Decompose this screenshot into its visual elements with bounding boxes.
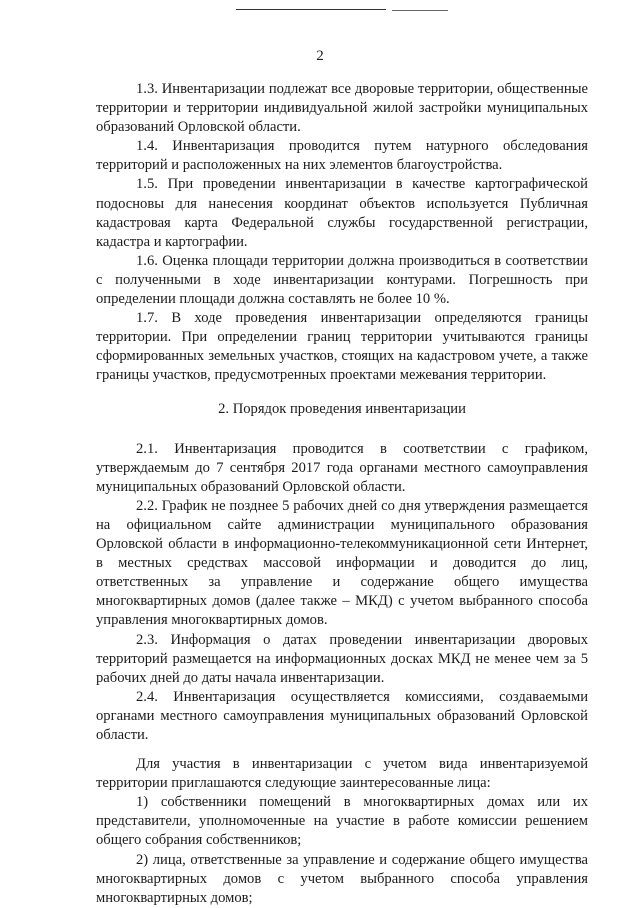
- paragraph-2-3: 2.3. Информация о датах проведении инвентаризации дворовых территорий размещается на информационных досках МКД не менее чем за 5 рабочих дней до даты начала инвентаризации.: [96, 631, 588, 686]
- list-item-2: 2) лица, ответственные за управление и содержание общего имущества многоквартирных домов с учетом выбранного способа управления многоквартирных домов;: [96, 851, 588, 906]
- paragraph-2-2: 2.2. График не позднее 5 рабочих дней со дня утверждения размещается на официальном сайте администрации муниципального образования Орловской области в информационно-телекоммуникационной сети Интернет, в местных средствах массовой информации и доводится до лиц, ответственных за управление и содержание общего имущества многоквартирных домов (далее также – МКД) с учетом выбранного способа управления многоквартирных домов.: [96, 497, 588, 629]
- document-body: [96, 80, 588, 908]
- paragraph-1-4: 1.4. Инвентаризация проводится путем натурного обследования территорий и расположенных на них элементов благоустройства.: [96, 138, 588, 174]
- section-heading: 2. Порядок проведения инвентаризации: [218, 400, 466, 417]
- list-item-1: 1) собственники помещений в многоквартирных домах или их представители, уполномоченные на участие в работе комиссии решением общего собрания собственников;: [96, 794, 588, 849]
- page-number: 2: [316, 48, 324, 64]
- paragraph-participants-intro: Для участия в инвентаризации с учетом вида инвентаризуемой территории приглашаются следующие заинтересованные лица:: [96, 756, 588, 792]
- paragraph-1-6: 1.6. Оценка площади территории должна производиться в соответствии с полученными в ходе инвентаризации контурами. Погрешность при определении площади должна составлять не более 10 %.: [96, 252, 588, 308]
- top-scan-rule: [236, 9, 386, 10]
- paragraph-1-5: 1.5. При проведении инвентаризации в качестве картографической подосновы для нанесения координат объектов используется Публичная кадастровая карта Федеральной службы государственной регистрации, кадастра и картографии.: [96, 176, 588, 250]
- paragraph-2-1: 2.1. Инвентаризация проводится в соответствии с графиком, утверждаемым до 7 сентября 2017 года органами местного самоуправления муниципальных образований Орловской области.: [96, 440, 588, 495]
- paragraph-2-4: 2.4. Инвентаризация осуществляется комиссиями, создаваемыми органами местного самоуправления муниципальных образований Орловской области.: [96, 688, 588, 743]
- paragraph-1-7: 1.7. В ходе проведения инвентаризации определяются границы территории. При определении границ территории учитываются границы сформированных земельных участков, стоящих на кадастровом учете, а также границы участков, предусмотренных проектами межевания территории.: [96, 310, 588, 384]
- paragraph-1-3: 1.3. Инвентаризации подлежат все дворовые территории, общественные территории и территории индивидуальной жилой застройки муниципальных образований Орловской области.: [96, 81, 588, 136]
- top-scan-rule-secondary: [392, 10, 448, 11]
- paragraph-gap: [96, 745, 588, 755]
